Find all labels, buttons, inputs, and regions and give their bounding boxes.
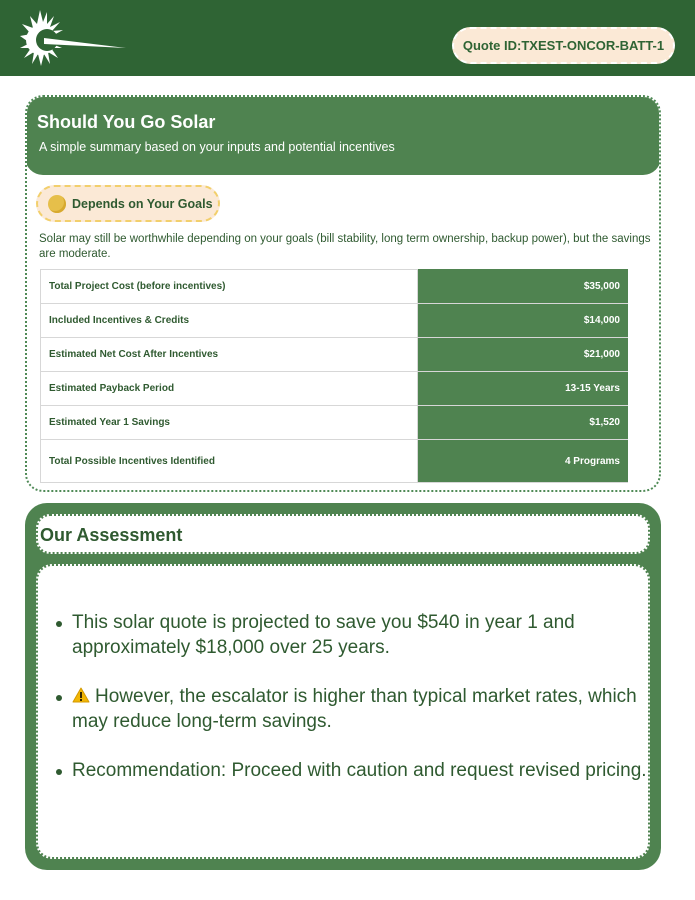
row-value: $14,000 — [418, 304, 628, 338]
summary-table — [40, 269, 628, 483]
quote-id-badge — [452, 27, 675, 64]
row-value: 4 Programs — [418, 440, 628, 483]
row-label: Estimated Year 1 Savings — [41, 406, 418, 440]
assessment-item-text: Recommendation: Proceed with caution and request revised pricing. — [72, 760, 647, 781]
table-row — [41, 406, 628, 440]
warning-icon — [72, 687, 90, 703]
bullet-icon — [56, 769, 62, 775]
row-label: Total Possible Incentives Identified — [41, 440, 418, 483]
assessment-item-text: This solar quote is projected to save you $540 in year 1 and approximately $18,000 over 25 years. — [72, 612, 575, 658]
assessment-title-box — [36, 514, 650, 554]
header-bar — [0, 0, 695, 76]
row-value: $1,520 — [418, 406, 628, 440]
row-value: $21,000 — [418, 338, 628, 372]
row-value: 13-15 Years — [418, 372, 628, 406]
table-row — [41, 270, 628, 304]
assessment-title: Our Assessment — [40, 525, 183, 545]
table-row — [41, 440, 628, 483]
summary-title: Should You Go Solar — [37, 112, 216, 132]
row-label: Estimated Payback Period — [41, 372, 418, 406]
table-row — [41, 338, 628, 372]
company-logo — [14, 8, 134, 72]
row-label: Estimated Net Cost After Incentives — [41, 338, 418, 372]
quote-id-label: Quote ID: — [462, 38, 522, 53]
summary-header — [25, 95, 661, 175]
table-row — [41, 304, 628, 338]
row-value: $35,000 — [418, 270, 628, 304]
table-row — [41, 372, 628, 406]
row-label: Included Incentives & Credits — [41, 304, 418, 338]
summary-subtitle: A simple summary based on your inputs and potential incentives — [39, 140, 395, 154]
row-label: Total Project Cost (before incentives) — [41, 270, 418, 304]
quote-id-value: TXEST-ONCOR-BATT-1 — [521, 38, 665, 53]
verdict-text: Depends on Your Goals — [72, 196, 213, 211]
assessment-body — [36, 564, 650, 859]
verdict-badge — [36, 185, 220, 222]
bullet-icon — [56, 621, 62, 627]
assessment-list — [72, 610, 647, 807]
assessment-item-text: However, the escalator is higher than typical market rates, which may reduce long-term savings. — [72, 686, 637, 732]
list-item — [72, 758, 647, 783]
yellow-circle-icon — [48, 195, 66, 213]
bullet-icon — [56, 695, 62, 701]
assessment-card — [25, 503, 661, 870]
list-item — [72, 610, 647, 660]
solar-summary-card — [25, 95, 661, 492]
summary-description: Solar may still be worthwhile depending on your goals (bill stability, long term ownership, backup power), but the savings are moderate. — [39, 233, 651, 260]
list-item — [72, 684, 647, 734]
